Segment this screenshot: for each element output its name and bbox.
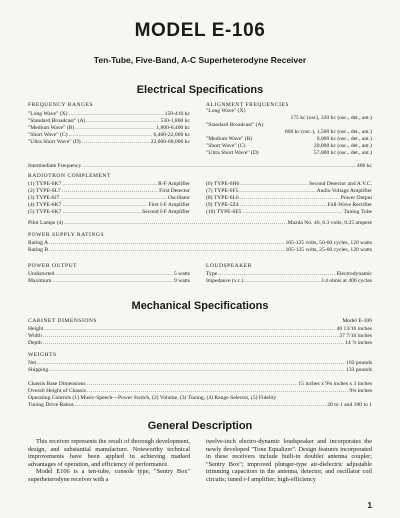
loudspeaker-caption: LOUDSPEAKER [206, 263, 252, 269]
cabinet-list [28, 326, 372, 347]
tube-row: (10) TYPE-6E5 ..... Tuning Tube [206, 209, 372, 216]
tube-row: (4) TYPE-6K7 ..... First I-F Amplifier [28, 202, 190, 209]
alignment-line: 600 kc (osc.), 1,500 kc (osc., det., ant.) [284, 129, 372, 135]
alignment-line: 175 kc (osc), 330 kc (osc., det., ant.) [290, 115, 372, 121]
chassis-list [28, 381, 372, 409]
alignment-caption: ALIGNMENT FREQUENCIES [206, 102, 289, 108]
general-heading: General Description [147, 420, 253, 432]
freq-row: "Ultra Short Wave" (D) ..... 22,000-60,000 kc [28, 139, 190, 146]
power-output-caption: POWER OUTPUT [28, 263, 78, 269]
tube-row: (8) TYPE-6L6 ..... Power Output [206, 195, 372, 202]
tube-row: (5) TYPE-6K7 ..... Second I-F Amplifier [28, 209, 190, 216]
tube-row: (6) TYPE-6H6 ..... Second Detector and A.V.C. [206, 181, 372, 188]
power-supply-caption: POWER SUPPLY RATINGS [28, 232, 105, 238]
weights-caption: WEIGHTS [28, 352, 57, 358]
alignment-line: "Short Wave" (C) 20,000 kc (osc., det., ant.) [206, 143, 372, 149]
tube-row: (1) TYPE-6K7 ..... R-F Amplifier [28, 181, 190, 188]
description-left [28, 438, 190, 484]
description-paragraph: Model E106 is a ten-tube, console type, "Sentry Box" superheterodyne receiver with a [28, 468, 190, 483]
weight-row: Net ..... 103 pounds [28, 360, 372, 367]
tube-row: (9) TYPE-5Z4 ..... Full-Wave Rectifier [206, 202, 372, 209]
alignment-line: "Standard Broadcast" (A) [206, 122, 264, 128]
radiotron-left-list [28, 181, 190, 216]
freq-ranges-caption: FREQUENCY RANGES [28, 102, 94, 108]
chassis-row: Overall Height of Chassis ..... 9¾ inches [28, 388, 372, 395]
rating-row: Rating A ..... 105-125 volts, 50-60 cycles, 120 watts [28, 240, 372, 247]
chassis-row: Chassis Base Dimensions ..... 15 inches x 9¾ inches x 3 inches [28, 381, 372, 388]
speaker-row: Type ..... Electrodynamic [206, 271, 372, 278]
weights-list [28, 360, 372, 374]
dimension-row: Height ..... 40 13/16 inches [28, 326, 372, 333]
alignment-list [206, 108, 372, 157]
tube-row: (7) TYPE-6F5 ..... Audio Voltage Amplifier [206, 188, 372, 195]
power-output-list [28, 271, 190, 285]
weight-row: Shipping ..... 133 pounds [28, 367, 372, 374]
loudspeaker-list [206, 271, 372, 285]
freq-ranges-list [28, 111, 190, 146]
rating-row: Rating B ..... 105-125 volts, 25-60 cycles, 120 watts [28, 247, 372, 254]
model-title: MODEL E-106 [134, 20, 266, 41]
dimension-row: Depth ..... 14 ⅞ inches [28, 340, 372, 347]
alignment-line: "Long Wave" (X) [206, 108, 246, 114]
alignment-line: "Ultra Short Wave" (D) 57,000 kc (osc., det., ant.) [206, 150, 372, 156]
intermediate-frequency: Intermediate Frequency ..... 460 kc [28, 163, 372, 170]
description-paragraph: twelve-inch electro-dynamic loudspeaker and incorporates the newly developed "Tone Equalizer". Design features incorporated in these receivers include built-in doublet antenna coupler; "Sentry Box"; improved plunger-type air-dielectric adjustable trimming capacitors in the antenna, detector, and oscillator coil circuits; tuned r-f amplifier; high-efficiency [206, 438, 372, 483]
pilot-lamps: Pilot Lamps (4) ..... Mazda No. 46, 6.3 volts, 0.25 ampere [28, 220, 372, 227]
cabinet-header: CABINET DIMENSIONS Model E-106 [28, 318, 372, 324]
freq-row: "Medium Wave" (B) ..... 1,800-6,400 kc [28, 125, 190, 132]
model-subtitle: Ten-Tube, Five-Band, A-C Superheterodyne Receiver [93, 55, 307, 65]
freq-row: "Long Wave" (X) ..... 150-410 kc [28, 111, 190, 118]
tube-row: (3) TYPE-6J7 ..... Oscillator [28, 195, 190, 202]
power-supply-list [28, 240, 372, 254]
freq-row: "Short Wave" (C) ..... 6,400-22,000 kc [28, 132, 190, 139]
freq-row: "Standard Broadcast" (A) ..... 530-1,800 kc [28, 118, 190, 125]
tube-row: (2) TYPE-6L7 ..... First Detector [28, 188, 190, 195]
alignment-line: "Medium Wave" (B) 6,000 kc (osc., det., ant.) [206, 136, 372, 142]
tuning-drive-ratios: Tuning Drive Ratios ..... 20 to 1 and 100 to 1 [28, 402, 372, 409]
speaker-row: Impedance (v.c.) ..... 3.4 ohms at 400 cycles [206, 278, 372, 285]
dimension-row: Width ..... 27 7/16 inches [28, 333, 372, 340]
description-paragraph: This receiver represents the result of thorough development, design, and substantial manufacture. Noteworthy technical improvements have been applied in achieving marked advantages of operation, and efficiency of performance. [28, 438, 190, 468]
output-row: Maximum ..... 9 watts [28, 278, 190, 285]
page-number: 1 [367, 501, 372, 510]
radiotron-caption: RADIOTRON COMPLEMENT [28, 173, 111, 179]
operating-controls: Operating Controls (1) Music-Speech—Power Switch, (2) Volume, (3) Tuning, (4) Range Selector, (5) Fidelity [28, 395, 277, 401]
mechanical-heading: Mechanical Specifications [131, 300, 269, 312]
output-row: Undistorted ..... 5 watts [28, 271, 190, 278]
electrical-heading: Electrical Specifications [136, 84, 264, 96]
radiotron-right-list [206, 181, 372, 216]
description-right [206, 438, 372, 484]
